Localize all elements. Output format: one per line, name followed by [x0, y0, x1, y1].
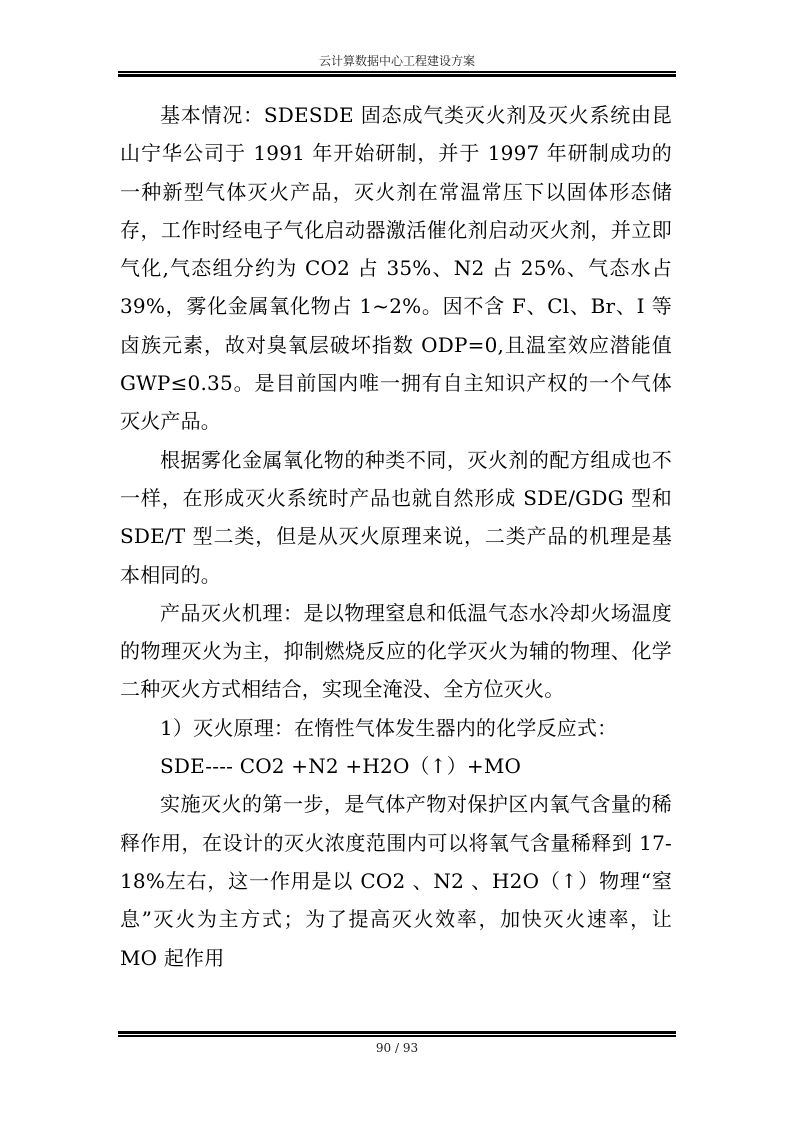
- paragraph-principle-heading: 1）灭火原理：在惰性气体发生器内的化学反应式：: [160, 715, 618, 740]
- paragraph-basic-info: 基本情况：SDESDE 固态成气类灭火剂及灭火系统由昆山宁华公司于 1991 年开始研制，并于 1997 年研制成功的一种新型气体灭火产品，灭火剂在常温常压下以固体形态储存，工作时经电子气化启动器激活催化剂启动灭火剂，并立即气化,气态组分约为 CO2 占 35%、N2 占 25%、气态水占 39%，雾化金属氧化物占 1~2%。因不含 F、Cl、Br、I 等卤族元素，故对臭氧层破坏指数 ODP=0,且温室效应潜能值 GWP≤0.35。是目前国内唯一拥有自主知识产权的一个气体灭火产品。: [120, 103, 672, 434]
- paragraph-mechanism: 产品灭火机理：是以物理窒息和低温气态水冷却火场温度的物理灭火为主，抑制燃烧反应的化学灭火为辅的物理、化学二种灭火方式相结合，实现全淹没、全方位灭火。: [120, 600, 672, 702]
- page-header-title: 云计算数据中心工程建设方案: [318, 54, 475, 68]
- header-rule-thin: [118, 71, 676, 73]
- footer-rule-thick: [118, 1031, 676, 1034]
- paragraph-first-step: 实施灭火的第一步，是气体产物对保护区内氧气含量的稀释作用，在设计的灭火浓度范围内可以将氧气含量稀释到 17-18%左右，这一作用是以 CO2 、N2 、H2O（↑）物理“窒息”灭火为主方式；为了提高灭火效率，加快灭火速率，让 MO 起作用: [120, 792, 672, 970]
- document-body: [120, 96, 672, 977]
- reaction-equation: SDE---- CO2 +N2 +H2O（↑）+MO: [160, 754, 522, 779]
- header-rule-thick: [118, 74, 676, 77]
- footer-rule-thin: [118, 1035, 676, 1037]
- paragraph-product-types: 根据雾化金属氧化物的种类不同，灭火剂的配方组成也不一样，在形成灭火系统时产品也就自然形成 SDE/GDG 型和 SDE/T 型二类，但是从灭火原理来说，二类产品的机理是基本相同的。: [120, 447, 672, 587]
- page-number: 90 / 93: [375, 1041, 419, 1055]
